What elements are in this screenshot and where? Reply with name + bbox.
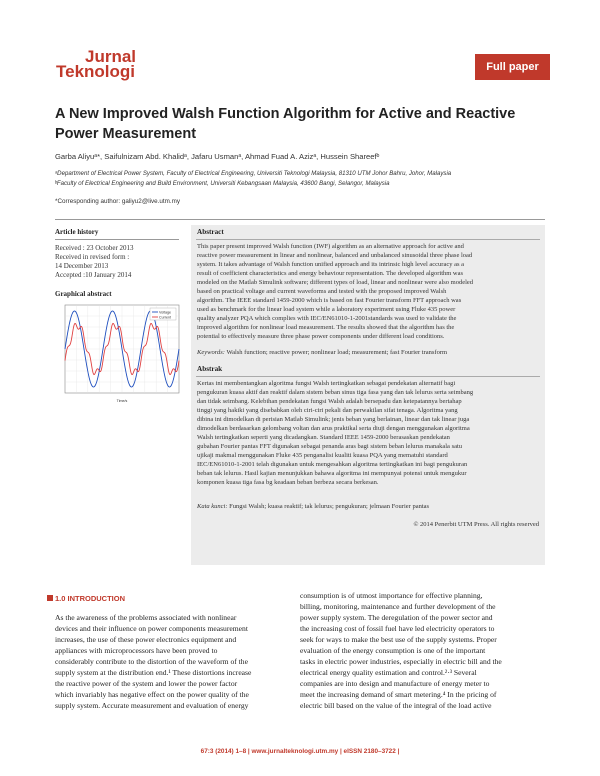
kata-kunci-text: Fungsi Walsh; kuasa reaktif; tak lelurus; pengukuran; jelmaan Fourier pantas [229,503,430,510]
abstrak-line: Walsh tertingkatkan seperti yang dicadangkan. Standard IEEE 1459-2000 berasaskan pendekatan [197,434,450,441]
abstract-line: This paper present improved Walsh function (IWF) algorithm as an alternative approach for active and [197,243,464,250]
author-list: Garba Aliyuᵃ*, Saifulnizam Abd. Khalidᵃ, Jafaru Usmanᵃ, Ahmad Fuad A. Azizᵃ, Hussein Shareefᵇ [55,152,380,161]
abstract-line: modeled on the Matlab Simulink software; different types of load, linear and nonlinear were also modeled [197,279,474,286]
text-line: companies are into design and manufacture of energy meter to [300,679,490,688]
abstrak-line: dan tidak seimbang. Kelebihan pendekatan fungsi Walsh adalah bersepadu dan ketepatannya bertahap [197,398,462,405]
text-line: tasks in electric power industries, especially in electric bill and the [300,657,502,666]
text-line: billing, monitoring, maintenance and further development of the [300,602,496,611]
abstract-box [191,225,545,565]
paper-title-line1: A New Improved Walsh Function Algorithm for Active and Reactive [55,106,516,122]
abstrak-line: pengukuran kuasa aktif dan reaktif dalam sistem beban sinus tiga fasa yang dan tak lelurus serta seimbang [197,389,474,396]
affiliation-a: ᵃDepartment of Electrical Power System, Faculty of Electrical Engineering, Universiti Teknologi Malaysia, 81310 UTM Johor Bahru, Johor, Malaysia [55,170,452,177]
introduction-left-column [55,612,287,711]
abstract-line: used as benchmark for the linear load system while a laboratory experiment using Fluke 435 power [197,306,456,313]
text-line: electrical energy quality estimation and control.²·³ Several [300,668,477,677]
page-footer: 67:3 (2014) 1–8 | www.jurnalteknologi.utm.my | eISSN 2180–3722 | [200,748,400,755]
graphical-abstract-figure [55,303,183,406]
divider [55,239,179,240]
accepted-date: Accepted :10 January 2014 [55,271,132,279]
text-line: appliances with microprocessors have been proved to [55,646,218,655]
text-line: increases, the use of these power electronics equipment and [55,635,237,644]
divider [55,219,545,220]
abstract-text [197,242,539,341]
abstract-line: result of coefficient characteristics and energy behaviour representation. The developed algorithm was [197,270,464,277]
abstract-line: based on practical voltage and current waveforms and tested with the proposed improved Walsh [197,288,447,295]
text-line: the increasing cost of fossil fuel have led electricity operators to [300,624,495,633]
journal-logo-line1: Jurnal [85,47,137,66]
abstract-line: reactive power measurement in linear and nonlinear, balanced and unbalanced sinusoidal three phase load [197,252,473,259]
abstrak-line: IEC/EN61010-1-2001 telah digunakan untuk mengesahkan algoritma tertingkatkan ini bagi pengukuran [197,461,468,468]
abstrak-text [197,379,539,487]
abstract-line: potential to effectively measure three phase power components under different load conditions. [197,333,445,340]
legend-voltage-label: Voltage [159,310,171,315]
text-line: consumption is of utmost importance for effective planning, [300,591,483,600]
copyright-notice: © 2014 Penerbit UTM Press. All rights reserved [413,521,539,528]
text-line: which invariably has negative effect on the power quality of the [55,690,249,699]
text-line: the reactive power of the system and lower the power factor [55,679,238,688]
affiliation-b: ᵇFaculty of Electrical Engineering and Build Environment, Universiti Kebangsaan Malaysia, 43600 Bangi, Selangor, Malaysia [55,180,390,187]
abstrak-line: komponen kuasa tiga fasa bg keadaan beban berbeza secara berkesan. [197,479,379,486]
divider [196,239,540,240]
abstrak-line: dibina ini dimodelkan di perisian Matlab Simulink; jenis beban yang berlainan, linear dan tak linear juga [197,416,470,423]
abstract-line: improved algorithm for nonlinear load measurement. The results showed that the algorithm has the [197,324,455,331]
abstrak-line: beban tak lelurus. Hasil kajian menunjukkan bahawa algoritma ini mempunyai potensi untuk mengukur [197,470,467,477]
full-paper-badge: Full paper [475,54,550,80]
paper-title [55,104,555,144]
received-date: Received : 23 October 2013 [55,244,134,252]
abstrak-line: dimodelkan berdasarkan gelombang voltan dan arus praktikal serta diuji dengan menggunakan algoritma [197,425,470,432]
keywords-label: Keywords: [197,349,225,356]
abstract-line: quality analyzer PQA which complies with IEC/EN61010-1-2001standards was used to validate the [197,315,457,322]
legend-current-label: Current [159,315,171,320]
abstract-line: algorithm. The IEEE standard 1459-2000 which is based on fast Fourier transform FFT approach was [197,297,462,304]
text-line: seek for ways to make the best use of the supply systems. Proper [300,635,497,644]
kata-kunci-line [197,502,429,511]
text-line: meet the increasing demand of smart metering.⁴ In the pricing of [300,690,497,699]
abstrak-line: gubahan Fourier pantas FFT digunakan sebagai penanda aras bagi sistem beban lelurus manakala satu [197,443,463,450]
text-line: evaluation of the energy consumption is one of the important [300,646,486,655]
text-line: devices and their influence on power components measurement [55,624,248,633]
divider [196,376,540,377]
introduction-right-column [300,590,545,711]
text-line: power supply system. The deregulation of the power sector and [300,613,493,622]
text-line: supply system at the distribution end.¹ These distortions increase [55,668,252,677]
graphical-abstract-heading: Graphical abstract [55,290,112,298]
article-history-heading: Article history [55,228,99,236]
text-line: As the awareness of the problems associated with nonlinear [55,613,237,622]
section-bullet [47,595,53,601]
revised-label: Received in revised form : [55,253,130,261]
text-line: electric bill based on the value of the integral of the load active [300,701,492,710]
abstrak-line: tinggi yang hakiki yang disebabkan oleh ciri-ciri pekali dan perwakilan sifat tenaga. Algoritma yang [197,407,458,414]
abstrak-line: ujikaji makmal menggunakan Fluke 435 penganalisi kualiti kuasa PQA yang mematuhi standard [197,452,448,459]
abstrak-heading: Abstrak [197,365,223,373]
kata-kunci-label: Kata kunci: [197,503,228,510]
abstract-line: system. It takes advantage of Walsh function unified approach and its intrinsic high level accuracy as a [197,261,465,268]
corresponding-author: *Corresponding author: galiyu2@live.utm.my [55,198,181,205]
keywords-text: Walsh function; reactive power; nonlinear load; measurement; fast Fourier transform [226,349,448,356]
introduction-heading: 1.0 INTRODUCTION [55,594,126,603]
keywords-line [197,348,447,357]
x-axis-label: Time/s [116,399,128,403]
text-line: supply system. Accurate measurement and evaluation of energy [55,701,249,710]
text-line: considerably contribute to the distortion of the waveform of the [55,657,248,666]
revised-date: 14 December 2013 [55,262,109,270]
abstract-heading: Abstract [197,228,224,236]
journal-logo-line2: Teknologi [56,62,136,81]
paper-title-line2: Power Measurement [55,126,197,142]
abstrak-line: Kertas ini membentangkan algoritma fungsi Walsh tertingkatkan sebagai pendekatan alternatif bagi [197,380,456,387]
